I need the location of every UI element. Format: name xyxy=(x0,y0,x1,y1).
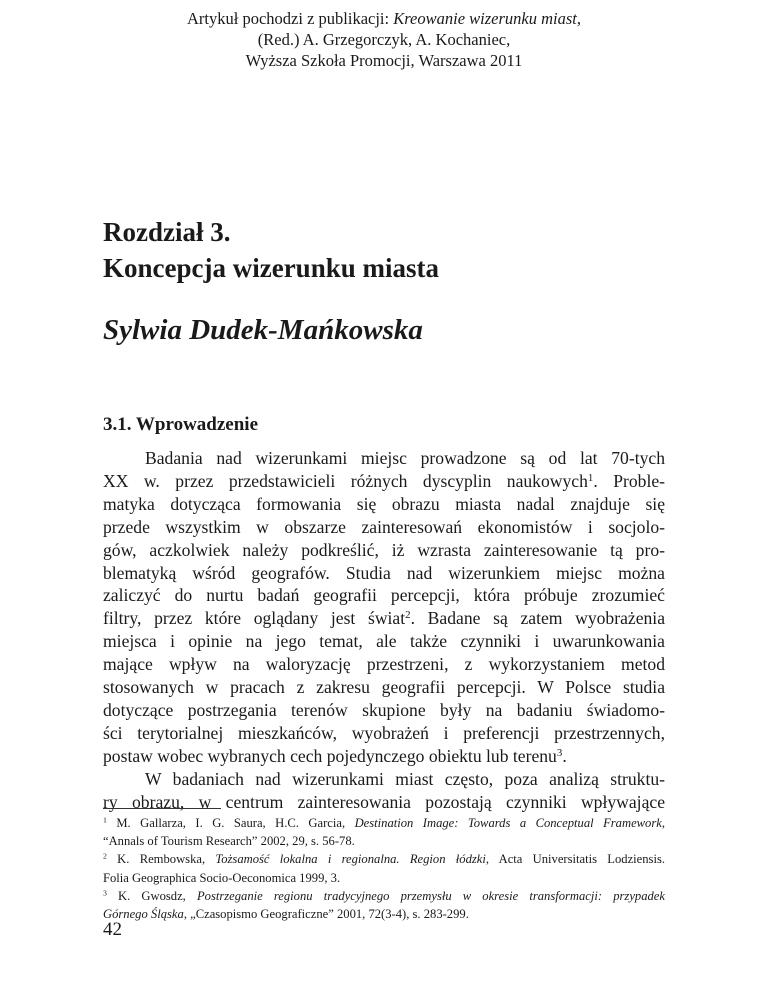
body-line: mające wpływ na waloryzację przestrzeni, z wykorzystaniem metod xyxy=(103,654,665,675)
source-note-line-3: Wyższa Szkoła Promocji, Warszawa 2011 xyxy=(245,51,523,70)
body-line: zaliczyć do nurtu badań geografii percepcji, która próbuje zrozumieć xyxy=(103,585,665,606)
footnote-mark: 2 xyxy=(103,852,107,862)
body-line: blematyką wśród geografów. Studia nad wizerunkiem miejsc można xyxy=(103,562,665,583)
footnote-mark: 3 xyxy=(103,888,107,898)
body-fragment: filtry, przez które oglądany jest świat xyxy=(103,608,406,629)
body-line xyxy=(103,470,665,493)
footnote-divider xyxy=(103,808,221,809)
body-fragment: . xyxy=(562,745,567,766)
body-line: dotyczące postrzegania terenów skupione były na badaniu świadomo- xyxy=(103,699,665,720)
footnotes xyxy=(103,814,665,923)
footnote-author: K. Rembowska, xyxy=(106,852,216,867)
footnote-3-cont xyxy=(103,905,665,923)
source-note-line-2: (Red.) A. Grzegorczyk, A. Kochaniec, xyxy=(257,30,511,49)
body-text xyxy=(103,447,665,814)
chapter-title xyxy=(103,214,439,286)
body-line: W badaniach nad wizerunkami miast często, poza analizą struktu- xyxy=(145,768,665,789)
body-line: Badania nad wizerunkami miejsc prowadzone są od lat 70-tych xyxy=(145,448,665,468)
publication-title: Kreowanie wizerunku miast xyxy=(393,9,577,28)
footnote-author: K. Gwosdz, xyxy=(106,888,197,903)
body-fragment: postaw wobec wybranych cech pojedynczego obiektu lub terenu xyxy=(103,745,557,766)
source-prefix: Artykuł pochodzi z publikacji: xyxy=(187,9,394,28)
body-line: ści terytorialnej mieszkańców, wyobrażeń i preferencji przestrzennych, xyxy=(103,722,665,743)
body-fragment: . Badane są zatem wyobrażenia xyxy=(410,608,666,629)
footnote-2-cont: Folia Geographica Socio-Oeconomica 1999, 3. xyxy=(103,870,341,885)
chapter-name: Koncepcja wizerunku miasta xyxy=(103,253,439,283)
body-line: ry obrazu, w centrum zainteresowania pozostają czynniki wpływające xyxy=(103,791,665,812)
footnote-ref-3[interactable]: 3 xyxy=(556,746,563,759)
section-heading: 3.1. Wprowadzenie xyxy=(103,414,258,435)
footnote-1 xyxy=(103,814,665,832)
source-note xyxy=(0,8,768,71)
body-line: matyka dotycząca formowania się obrazu miasta nadal znajduje się xyxy=(103,493,665,514)
body-line: stosowanych w pracach z zakresu geografii percepcji. W Polsce studia xyxy=(103,677,665,698)
footnote-title: Postrzeganie regionu tradycyjnego przemysłu w okresie transformacji: przypadek xyxy=(196,888,665,903)
author-name: Sylwia Dudek-Mańkowska xyxy=(103,314,423,346)
source-punct: , xyxy=(576,9,581,28)
footnote-title: Destination Image: Towards a Conceptual Framework xyxy=(354,816,662,830)
body-line: gów, aczkolwiek należy podkreślić, iż wzrasta zainteresowanie tą pro- xyxy=(103,539,665,560)
footnote-source: , „Czasopismo Geograficzne” 2001, 72(3-4), s. 283-299. xyxy=(183,907,469,922)
body-fragment: . Proble- xyxy=(593,470,665,491)
footnote-title: Górnego Śląska xyxy=(103,907,184,922)
footnote-2 xyxy=(103,850,665,868)
footnote-punct: , xyxy=(661,816,665,830)
footnote-source: , Acta Universitatis Lodziensis. xyxy=(485,852,665,867)
footnote-1-cont: “Annals of Tourism Research” 2002, 29, s. 56-78. xyxy=(103,834,355,849)
body-line: miejsca i opinie na jego temat, ale także czynniki i uwarunkowania xyxy=(103,631,665,652)
footnote-author: M. Gallarza, I. G. Saura, H.C. Garcia, xyxy=(106,816,355,830)
footnote-title: Tożsamość lokalna i regionalna. Region łódzki xyxy=(215,852,486,867)
source-note-line-1 xyxy=(0,8,768,29)
page-number: 42 xyxy=(103,919,122,940)
footnote-ref-2[interactable]: 2 xyxy=(405,609,411,622)
footnote-3 xyxy=(103,887,665,905)
footnote-ref-1[interactable]: 1 xyxy=(587,471,594,484)
body-line: przede wszystkim w obszarze zainteresowań ekonomistów i socjolo- xyxy=(103,516,665,537)
body-line xyxy=(103,607,665,630)
body-line xyxy=(103,745,665,768)
footnote-mark: 1 xyxy=(103,815,107,825)
chapter-number: Rozdział 3. xyxy=(103,217,231,247)
body-fragment: XX w. przez przedstawicieli różnych dyscyplin naukowych xyxy=(103,470,588,491)
